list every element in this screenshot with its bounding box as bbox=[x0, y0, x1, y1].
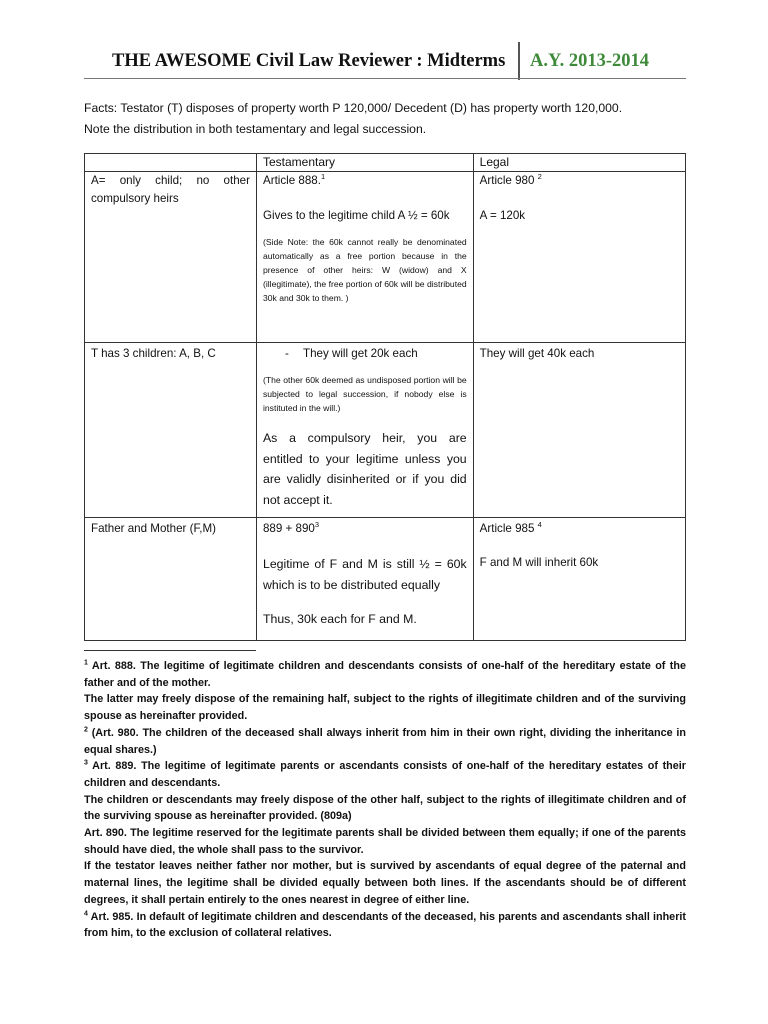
header-rule bbox=[84, 78, 686, 79]
testamentary-cell bbox=[256, 343, 473, 518]
article-text: 889 + 890 bbox=[262, 522, 315, 535]
footnote-text: Art. 888. The legitime of legitimate children and descendants consists of one-half of the hereditary estate of the father and of the mother. bbox=[84, 660, 686, 689]
legal-text: F and M will inherit 60k bbox=[479, 556, 599, 569]
legal-text: They will get 40k each bbox=[479, 347, 595, 360]
bullet-item bbox=[263, 345, 467, 363]
heir-text: Father and Mother (F,M) bbox=[91, 522, 216, 535]
compulsory-heir-note: As a compulsory heir, you are entitled to your legitime unless you are validly disinherited or if you did not accept it. bbox=[262, 431, 467, 507]
academic-year: A.Y. 2013-2014 bbox=[530, 51, 650, 71]
table-row bbox=[85, 518, 686, 641]
heir-text: A= only child; no other compulsory heirs bbox=[91, 174, 250, 205]
header-cell-heir bbox=[85, 154, 257, 172]
footnote-4 bbox=[84, 909, 686, 942]
header-cell-testamentary: Testamentary bbox=[256, 154, 473, 172]
bullet-text: They will get 20k each bbox=[302, 347, 418, 360]
legal-cell bbox=[473, 343, 685, 518]
article-label bbox=[263, 172, 467, 190]
facts-line-2: Note the distribution in both testamentary and legal succession. bbox=[84, 122, 427, 136]
footnote-mark: 2 bbox=[84, 726, 88, 734]
footnote-3-continued: The children or descendants may freely dispose of the other half, subject to the rights of illegitimate children and of the surviving spouse as hereinafter provided. (809a) bbox=[84, 793, 686, 823]
footnote-3-art-890-continued: If the testator leaves neither father nor mother, but is survived by ascendants of equal degree of the paternal and maternal lines, the legitime shall be divided equally between both lines. If the ascendants should be of different degrees, it shall pertain entirely to the ones nearest in degree of either line. bbox=[84, 860, 686, 906]
heir-cell bbox=[85, 172, 257, 343]
bullet-dash: - bbox=[284, 347, 289, 360]
article-text: Article 888. bbox=[262, 174, 321, 187]
heir-cell bbox=[85, 343, 257, 518]
footnote-ref: 2 bbox=[537, 172, 542, 182]
side-note: (Side Note: the 60k cannot really be denominated automatically as a free portion because in the presence of other heirs: W (widow) and X (illegitimate), the free portion of 60k will be distributed 30k and 30k to them. ) bbox=[262, 237, 467, 303]
article-text: Article 980 bbox=[479, 174, 535, 187]
footnote-text: Art. 985. In default of legitimate children and descendants of the deceased, his parents and ascendants shall inherit from him, to the exclusion of collateral relatives. bbox=[84, 910, 686, 940]
footnote-text: Art. 889. The legitime of legitimate parents or ascendants consists of one-half of the hereditary estates of their children and descendants. bbox=[84, 760, 686, 789]
succession-table bbox=[84, 153, 686, 641]
header-cell-legal: Legal bbox=[473, 154, 685, 172]
table-row bbox=[85, 343, 686, 518]
testamentary-cell bbox=[256, 518, 473, 641]
testamentary-text: Legitime of F and M is still ½ = 60k which is to be distributed equally bbox=[262, 557, 467, 592]
article-label bbox=[480, 172, 679, 190]
facts-paragraph bbox=[84, 98, 686, 140]
footnote-ref: 4 bbox=[537, 520, 542, 530]
footnote-mark: 4 bbox=[84, 909, 88, 917]
legal-cell bbox=[473, 172, 685, 343]
side-note: (The other 60k deemed as undisposed portion will be subjected to legal succession, if nobody else is instituted in the will.) bbox=[262, 375, 467, 413]
legal-cell bbox=[473, 518, 685, 641]
footnote-mark: 3 bbox=[84, 759, 88, 767]
footnote-2 bbox=[84, 725, 686, 758]
table-row bbox=[85, 172, 686, 343]
legal-text: A = 120k bbox=[479, 209, 526, 222]
footnote-1-continued: The latter may freely dispose of the remaining half, subject to the rights of illegitimate children and of the surviving spouse as hereinafter provided. bbox=[84, 693, 686, 723]
testamentary-text: Gives to the legitime child A ½ = 60k bbox=[262, 209, 450, 222]
footnote-3 bbox=[84, 758, 686, 791]
footnote-text: (Art. 980. The children of the deceased shall always inherit from him in their own right, dividing the inheritance in equal shares.) bbox=[84, 726, 686, 756]
article-label bbox=[263, 520, 467, 538]
article-label bbox=[480, 520, 679, 538]
heir-text: T has 3 children: A, B, C bbox=[91, 347, 216, 360]
table-header-row bbox=[85, 154, 686, 172]
page-header bbox=[84, 40, 686, 82]
footnote-mark: 1 bbox=[84, 659, 88, 667]
document-title: THE AWESOME Civil Law Reviewer : Midterms bbox=[112, 51, 506, 71]
footnote-ref: 3 bbox=[314, 520, 320, 530]
footnote-1 bbox=[84, 658, 686, 691]
footnote-separator bbox=[84, 650, 256, 651]
facts-line-1: Facts: Testator (T) disposes of property worth P 120,000/ Decedent (D) has property worth 120,000. bbox=[84, 101, 623, 115]
footnotes bbox=[84, 658, 686, 942]
heir-cell bbox=[85, 518, 257, 641]
footnote-3-art-890: Art. 890. The legitime reserved for the legitimate parents shall be divided between them equally; if one of the parents should have died, the whole shall pass to the survivor. bbox=[84, 827, 686, 856]
header-divider bbox=[518, 42, 520, 80]
footnote-ref: 1 bbox=[320, 172, 326, 182]
testamentary-cell bbox=[256, 172, 473, 343]
article-text: Article 985 bbox=[479, 522, 535, 535]
testamentary-conclusion: Thus, 30k each for F and M. bbox=[262, 612, 417, 626]
